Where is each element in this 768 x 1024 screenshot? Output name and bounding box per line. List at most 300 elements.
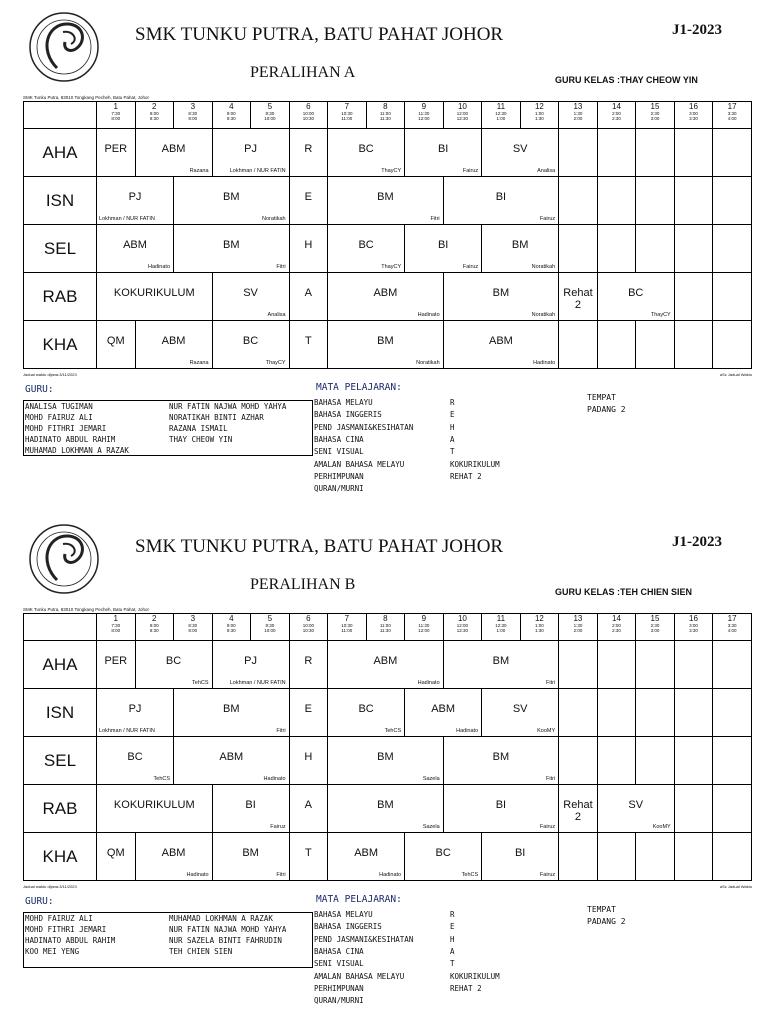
- period-end: 9:30: [226, 116, 236, 121]
- lesson-cell: [597, 273, 674, 321]
- period-start: 12:00: [456, 111, 469, 116]
- teacher-name: Fitri: [546, 680, 556, 686]
- subject-code: BC: [358, 143, 374, 155]
- subject-code: BC: [628, 287, 644, 299]
- period-number: 9: [421, 614, 427, 623]
- lesson-cell: [97, 689, 174, 737]
- subject-legend-code: E: [450, 922, 455, 932]
- period-header: [520, 102, 559, 129]
- lesson-cell: [328, 689, 405, 737]
- teachers-heading: GURU:: [25, 384, 54, 395]
- subject-code: QM: [106, 847, 125, 859]
- day-row: [24, 641, 752, 689]
- period-start: 3:00: [689, 111, 698, 116]
- teacher-name: Hadinato: [379, 872, 402, 878]
- period-header: [559, 614, 598, 641]
- period-header: [597, 102, 636, 129]
- subject-legend-name: PEND JASMANI&KESIHATAN: [314, 422, 414, 432]
- venue-note: [587, 392, 626, 416]
- period-number: 1: [113, 614, 118, 623]
- lesson-cell: [443, 785, 559, 833]
- subject-code: PJ: [244, 655, 257, 667]
- empty-slot: [636, 689, 675, 737]
- subject-code: BI: [495, 191, 507, 203]
- subject-legend-name: AMALAN BAHASA MELAYU: [314, 459, 405, 469]
- subject-legend-name: QURAN/MURNI: [314, 996, 364, 1006]
- period-header: [366, 102, 405, 129]
- subject-code: ABM: [431, 703, 456, 715]
- subject-code: Rehat 2: [563, 287, 593, 311]
- empty-slot: [713, 833, 752, 881]
- day-label: RAB: [24, 273, 97, 321]
- subject-code: ABM: [123, 239, 147, 251]
- lesson-cell: [559, 273, 598, 321]
- day-row: [24, 785, 752, 833]
- period-number: 17: [727, 614, 737, 623]
- subject-code: ABM: [373, 287, 398, 299]
- empty-slot: [636, 833, 675, 881]
- empty-slot: [674, 273, 713, 321]
- empty-slot: [636, 737, 675, 785]
- period-end: 4:00: [727, 628, 737, 633]
- period-header: [289, 614, 328, 641]
- period-number: 16: [689, 102, 698, 111]
- subject-legend-name: SENI VISUAL: [314, 959, 364, 969]
- period-number: 3: [190, 102, 196, 111]
- subject-legend-name: BAHASA CINA: [314, 434, 364, 444]
- lesson-cell: [212, 785, 289, 833]
- period-start: 8:00: [149, 623, 159, 628]
- subject-code: BM: [492, 655, 510, 667]
- period-header: [559, 102, 598, 129]
- teacher-list-item: TEH CHIEN SIEN: [169, 947, 233, 956]
- period-end: 10:30: [302, 628, 314, 633]
- period-end: 8:30: [149, 628, 159, 633]
- subject-legend-name: BAHASA MELAYU: [314, 398, 373, 407]
- subject-legend-name: BAHASA INGGERIS: [314, 410, 382, 420]
- lesson-cell: [443, 641, 559, 689]
- period-header: [251, 614, 290, 641]
- period-header: [135, 102, 174, 129]
- period-start: 11:00: [379, 111, 391, 116]
- school-logo-icon: [27, 522, 101, 596]
- period-number: 12: [534, 614, 544, 623]
- venue-line: PADANG 2: [587, 405, 626, 414]
- corner-cell: [24, 102, 97, 129]
- lesson-cell: [97, 321, 136, 369]
- period-end: 3:00: [650, 116, 660, 121]
- teacher-name: Sazela: [422, 824, 440, 830]
- period-end: 2:00: [573, 628, 583, 633]
- empty-slot: [674, 833, 713, 881]
- teacher-name: Fitri: [276, 264, 286, 270]
- subject-code: BM: [511, 239, 529, 251]
- teacher-name: Razana: [189, 360, 209, 366]
- subject-code: BI: [245, 799, 256, 811]
- period-number: 10: [457, 102, 467, 111]
- lesson-cell: [289, 737, 328, 785]
- subject-code: ABM: [354, 847, 379, 859]
- period-end: 12:00: [418, 628, 430, 633]
- lesson-cell: [97, 225, 174, 273]
- teacher-name: ThayCY: [650, 312, 671, 318]
- venue-line: PADANG 2: [587, 917, 626, 926]
- teacher-list-item: NUR FATIN NAJWA MOHD YAHYA: [169, 925, 287, 934]
- empty-slot: [636, 321, 675, 369]
- period-header: [482, 614, 521, 641]
- period-header-row: [24, 102, 752, 129]
- empty-slot: [559, 129, 598, 177]
- subject-code: BM: [377, 191, 394, 203]
- lesson-cell: [289, 641, 328, 689]
- day-label: KHA: [24, 833, 97, 881]
- period-start: 3:30: [727, 623, 737, 628]
- teacher-name: Fairuz: [539, 872, 556, 878]
- lesson-cell: [328, 177, 444, 225]
- day-label: AHA: [24, 129, 97, 177]
- teacher-name: Hadinato: [263, 776, 286, 782]
- lesson-cell: [212, 273, 289, 321]
- subject-code: BI: [437, 143, 449, 155]
- day-label: AHA: [24, 641, 97, 689]
- lesson-cell: [135, 129, 212, 177]
- period-header: [135, 614, 174, 641]
- period-number: 5: [267, 614, 273, 623]
- period-start: 2:00: [612, 623, 621, 628]
- period-header: [405, 102, 444, 129]
- teachers-heading: GURU:: [25, 896, 54, 907]
- lesson-cell: [328, 321, 444, 369]
- teacher-list-item: HADINATO ABDUL RAHIM: [25, 435, 116, 444]
- day-row: [24, 833, 752, 881]
- subject-code: BM: [223, 239, 240, 251]
- lesson-cell: [97, 833, 136, 881]
- subject-code: ABM: [161, 847, 186, 859]
- empty-slot: [636, 641, 675, 689]
- subject-code: SV: [512, 703, 528, 715]
- period-header: [174, 614, 213, 641]
- period-start: 7:30: [111, 623, 121, 628]
- lesson-cell: [443, 177, 559, 225]
- lesson-cell: [289, 833, 328, 881]
- period-end: 10:00: [264, 628, 276, 633]
- subject-code: SV: [243, 287, 258, 299]
- subject-code: BC: [127, 751, 143, 763]
- empty-slot: [559, 833, 598, 881]
- empty-slot: [559, 641, 598, 689]
- period-number: 14: [612, 614, 621, 623]
- subject-code: R: [304, 143, 313, 155]
- empty-slot: [674, 225, 713, 273]
- period-start: 12:30: [495, 111, 507, 116]
- period-start: 10:30: [341, 623, 353, 628]
- period-header: [328, 102, 367, 129]
- lesson-cell: [289, 225, 328, 273]
- period-number: 10: [457, 614, 467, 623]
- teacher-list-item: MUHAMAD LOKHMAN A RAZAK: [25, 446, 129, 455]
- period-start: 12:30: [495, 623, 507, 628]
- timetable-code: J1-2023: [672, 22, 722, 38]
- period-header: [674, 614, 713, 641]
- period-end: 11:00: [341, 116, 353, 121]
- lesson-cell: [97, 641, 136, 689]
- period-header: [97, 614, 136, 641]
- teacher-name: Fitri: [546, 776, 556, 782]
- subjects-heading: MATA PELAJARAN:: [316, 894, 402, 905]
- period-start: 10:00: [302, 111, 314, 116]
- software-note: aSc Jadual Waktu: [719, 884, 752, 889]
- period-end: 10:30: [302, 116, 314, 121]
- lesson-cell: [328, 225, 405, 273]
- period-end: 8:00: [111, 628, 121, 633]
- subject-code: ABM: [161, 335, 186, 347]
- subject-legend-name: PEND JASMANI&KESIHATAN: [314, 934, 414, 944]
- period-end: 2:00: [573, 116, 583, 121]
- subject-code: ABM: [373, 655, 398, 667]
- teacher-name: Analisa: [537, 168, 556, 174]
- day-label: ISN: [24, 177, 97, 225]
- lesson-cell: [135, 833, 212, 881]
- subject-code: KOKURIKULUM: [113, 287, 195, 299]
- teacher-name: ThayCY: [265, 360, 286, 366]
- subject-legend-code: A: [450, 946, 455, 956]
- school-name: SMK TUNKU PUTRA, BATU PAHAT JOHOR: [135, 536, 504, 557]
- subject-legend-name: QURAN/MURNI: [314, 484, 364, 494]
- lesson-cell: [97, 785, 213, 833]
- period-start: 1:30: [573, 623, 583, 628]
- empty-slot: [674, 641, 713, 689]
- teacher-list-item: NUR FATIN NAJWA MOHD YAHYA: [169, 402, 287, 411]
- empty-slot: [713, 273, 752, 321]
- subject-code: BC: [358, 703, 374, 715]
- period-start: 8:30: [188, 623, 198, 628]
- empty-slot: [636, 225, 675, 273]
- subject-legend-name: BAHASA CINA: [314, 946, 364, 956]
- lesson-cell: [328, 737, 444, 785]
- period-end: 1:00: [496, 116, 506, 121]
- subject-legend-name: AMALAN BAHASA MELAYU: [314, 971, 405, 981]
- period-number: 6: [306, 102, 311, 111]
- lesson-cell: [135, 641, 212, 689]
- lesson-cell: [135, 321, 212, 369]
- lesson-cell: [559, 785, 598, 833]
- period-end: 12:30: [456, 628, 469, 633]
- empty-slot: [597, 833, 636, 881]
- period-header: [212, 102, 251, 129]
- day-row: [24, 177, 752, 225]
- period-number: 8: [383, 614, 388, 623]
- venue-note: [587, 904, 626, 928]
- subject-legend-code: T: [450, 447, 455, 457]
- lesson-cell: [482, 689, 559, 737]
- teacher-list-item: KOO MEI YENG: [25, 947, 80, 956]
- empty-slot: [559, 177, 598, 225]
- subject-code: BC: [242, 335, 259, 347]
- teacher-name: Hadinato: [456, 728, 479, 734]
- teacher-name: TehCS: [192, 680, 209, 686]
- period-end: 12:30: [456, 116, 469, 121]
- empty-slot: [597, 177, 636, 225]
- school-logo-icon: [27, 10, 101, 84]
- period-start: 8:30: [188, 111, 198, 116]
- period-start: 11:30: [418, 623, 430, 628]
- class-teacher: GURU KELAS :TEH CHIEN SIEN: [555, 587, 693, 597]
- lesson-cell: [174, 737, 290, 785]
- subject-code: H: [304, 239, 313, 251]
- teacher-list-item: MOHD FITHRI JEMARI: [25, 424, 107, 433]
- subject-code: BM: [492, 287, 510, 299]
- period-header: [674, 102, 713, 129]
- teacher-name: Hadinato: [186, 872, 209, 878]
- teachers-box: [23, 400, 313, 456]
- period-start: 2:30: [650, 623, 660, 628]
- empty-slot: [597, 689, 636, 737]
- period-end: 10:00: [264, 116, 276, 121]
- teacher-name: TehCS: [153, 776, 171, 782]
- period-start: 8:00: [149, 111, 159, 116]
- period-header: [636, 614, 675, 641]
- period-number: 11: [496, 102, 506, 111]
- period-start: 9:30: [265, 623, 275, 628]
- period-end: 1:30: [535, 628, 544, 633]
- teacher-name: Fairuz: [539, 216, 556, 222]
- subject-legend-code: REHAT 2: [450, 983, 482, 993]
- subject-legend-name: PERHIMPUNAN: [314, 983, 364, 993]
- lesson-cell: [443, 273, 559, 321]
- period-start: 10:00: [302, 623, 314, 628]
- teacher-list-item: MOHD FAIRUZ ALI: [25, 413, 93, 422]
- period-start: 2:30: [650, 111, 660, 116]
- empty-slot: [713, 225, 752, 273]
- period-header: [597, 614, 636, 641]
- timetable-code: J1-2023: [672, 534, 722, 550]
- school-address: SMK Tunku Putra, 83010 Tongkang Pecheh, Batu Pahat, Johor: [23, 607, 150, 612]
- lesson-cell: [328, 641, 444, 689]
- day-label: ISN: [24, 689, 97, 737]
- subject-code: SV: [628, 799, 644, 811]
- teacher-list-item: MUHAMAD LOKHMAN A RAZAK: [169, 914, 273, 923]
- lesson-cell: [289, 689, 328, 737]
- lesson-cell: [405, 689, 482, 737]
- teacher-name: Hadinato: [417, 312, 440, 318]
- lesson-cell: [328, 833, 405, 881]
- lesson-cell: [328, 785, 444, 833]
- period-start: 7:30: [111, 111, 121, 116]
- subject-legend-name: SENI VISUAL: [314, 447, 364, 457]
- timetable-grid: [23, 101, 752, 369]
- generated-note: Jadual waktu dijana:3/11/2023: [23, 372, 77, 377]
- teacher-list-item: THAY CHEOW YIN: [169, 435, 233, 444]
- teacher-list-item: ANALISA TUGIMAN: [25, 402, 93, 411]
- day-row: [24, 321, 752, 369]
- period-number: 15: [650, 102, 660, 111]
- lesson-cell: [405, 225, 482, 273]
- class-name: PERALIHAN A: [250, 64, 356, 81]
- subject-code: T: [304, 335, 312, 347]
- empty-slot: [713, 321, 752, 369]
- subject-code: BM: [377, 799, 394, 811]
- day-row: [24, 273, 752, 321]
- subject-code: BI: [514, 847, 526, 859]
- period-end: 2:30: [612, 116, 621, 121]
- period-start: 9:00: [226, 111, 236, 116]
- teacher-name: Noratikah: [416, 360, 440, 366]
- generated-note: Jadual waktu dijana:3/11/2023: [23, 884, 77, 889]
- teacher-name: Noratikah: [531, 264, 556, 270]
- empty-slot: [597, 321, 636, 369]
- subject-code: QM: [106, 335, 125, 347]
- lesson-cell: [97, 129, 136, 177]
- period-header: [443, 614, 482, 641]
- subject-code: ABM: [488, 335, 513, 347]
- lesson-cell: [289, 321, 328, 369]
- period-number: 2: [152, 614, 157, 623]
- period-number: 2: [152, 102, 157, 111]
- period-number: 3: [190, 614, 196, 623]
- period-start: 9:00: [226, 623, 236, 628]
- period-end: 9:00: [188, 628, 198, 633]
- teacher-name: Fitri: [430, 216, 440, 222]
- software-note: aSc Jadual Waktu: [719, 372, 752, 377]
- subject-legend-name: BAHASA INGGERIS: [314, 922, 382, 932]
- subject-code: KOKURIKULUM: [113, 799, 195, 811]
- lesson-cell: [212, 321, 289, 369]
- venue-line: TEMPAT: [587, 393, 616, 402]
- period-header: [636, 102, 675, 129]
- teacher-name: KooMY: [537, 728, 556, 734]
- subject-legend-code: R: [450, 398, 455, 407]
- lesson-cell: [443, 321, 559, 369]
- teacher-list-item: NUR SAZELA BINTI FAHRUDIN: [169, 936, 282, 945]
- period-start: 1:30: [573, 111, 583, 116]
- period-start: 2:00: [612, 111, 621, 116]
- period-header: [366, 614, 405, 641]
- period-start: 12:00: [456, 623, 469, 628]
- corner-cell: [24, 614, 97, 641]
- period-header: [328, 614, 367, 641]
- subject-legend-code: KOKURIKULUM: [450, 459, 500, 469]
- subject-code: BM: [377, 751, 394, 763]
- lesson-cell: [328, 129, 405, 177]
- teacher-name: Fairuz: [539, 824, 556, 830]
- teacher-name: TehCS: [461, 872, 479, 878]
- subject-code: A: [304, 287, 312, 299]
- period-number: 14: [612, 102, 621, 111]
- period-header: [482, 102, 521, 129]
- teacher-name: Razana: [189, 168, 209, 174]
- empty-slot: [559, 689, 598, 737]
- subjects-heading: MATA PELAJARAN:: [316, 382, 402, 393]
- lesson-cell: [97, 177, 174, 225]
- lesson-cell: [405, 129, 482, 177]
- empty-slot: [597, 129, 636, 177]
- period-start: 9:30: [265, 111, 275, 116]
- subject-code: Rehat 2: [563, 799, 593, 823]
- teacher-name: ThayCY: [381, 264, 402, 270]
- empty-slot: [674, 177, 713, 225]
- subject-code: ABM: [219, 751, 244, 763]
- subject-code: E: [304, 703, 312, 715]
- lesson-cell: [212, 833, 289, 881]
- period-header: [713, 102, 752, 129]
- period-number: 15: [650, 614, 660, 623]
- period-header-row: [24, 614, 752, 641]
- subject-code: PJ: [128, 191, 142, 203]
- period-end: 11:00: [341, 628, 353, 633]
- subject-code: R: [304, 655, 313, 667]
- period-start: 3:00: [689, 623, 698, 628]
- timetable-grid: [23, 613, 752, 881]
